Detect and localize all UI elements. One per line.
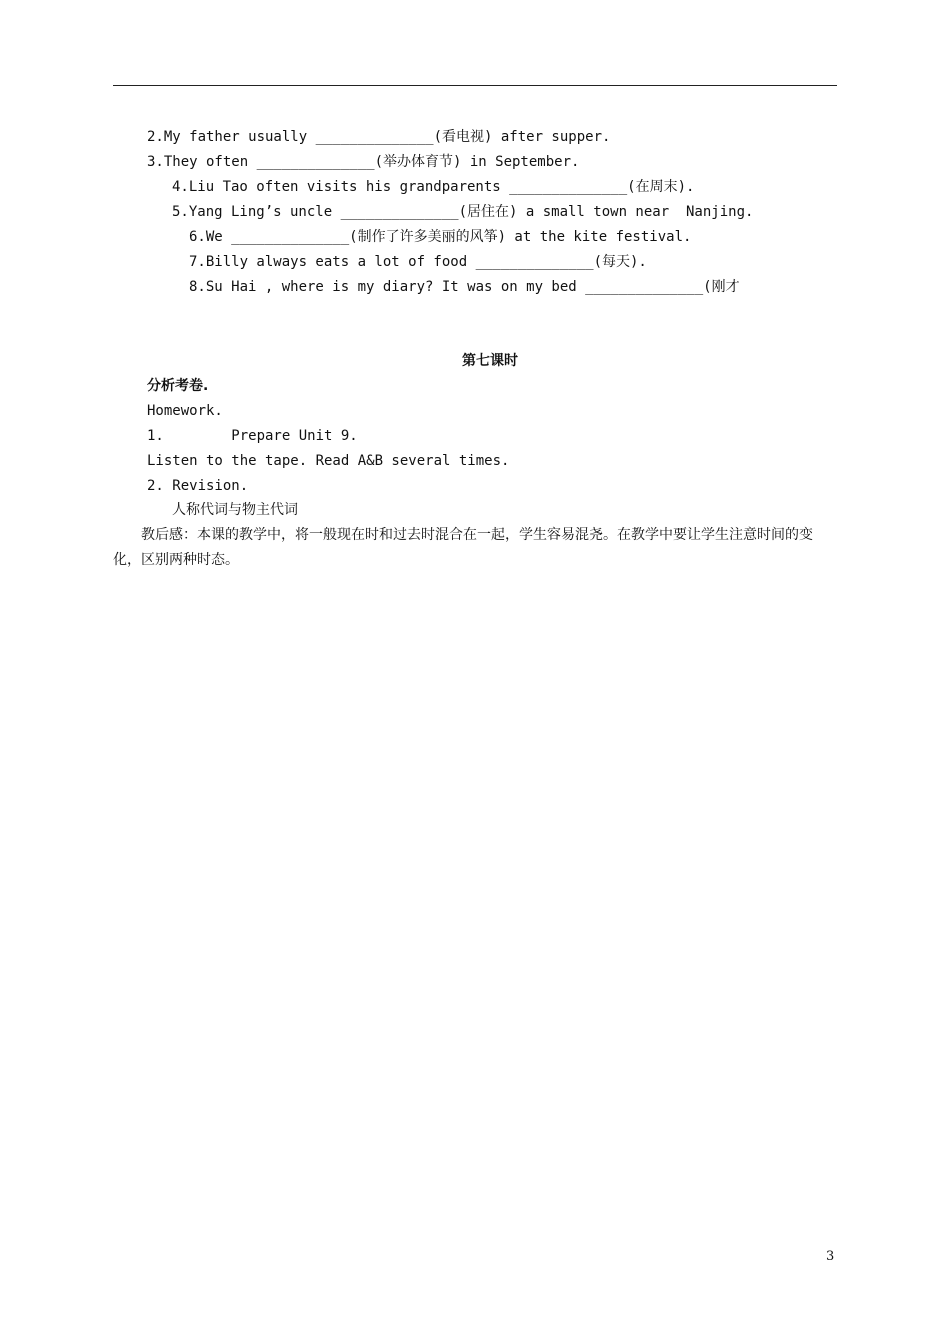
exercise-3: 3.They often ______________(举办体育节) in September. xyxy=(147,154,580,170)
lesson-title: 第七课时 xyxy=(462,353,518,369)
homework-item-1: 1. Prepare Unit 9. xyxy=(147,428,358,444)
exercise-2: 2.My father usually ______________(看电视) after supper. xyxy=(147,129,611,145)
homework-item-1-detail: Listen to the tape. Read A&B several times. xyxy=(147,453,510,469)
header-rule xyxy=(113,85,837,86)
section-heading: 分析考卷. xyxy=(147,378,209,394)
homework-item-2-detail: 人称代词与物主代词 xyxy=(172,502,298,518)
exercise-6: 6.We ______________(制作了许多美丽的风筝) at the kite festival. xyxy=(189,229,692,245)
page-number: 3 xyxy=(826,1249,835,1264)
exercise-5: 5.Yang Ling’s uncle ______________(居住在) a small town near Nanjing. xyxy=(172,204,754,220)
homework-item-2: 2. Revision. xyxy=(147,478,249,494)
exercise-8: 8.Su Hai , where is my diary? It was on my bed ______________(刚才 xyxy=(189,279,740,295)
teaching-reflection: 教后感：本课的教学中，将一般现在时和过去时混合在一起，学生容易混尧。在教学中要让学生注意时间的变化，区别两种时态。 xyxy=(113,527,813,568)
exercise-7: 7.Billy always eats a lot of food ______________(每天). xyxy=(189,254,647,270)
exercise-4: 4.Liu Tao often visits his grandparents ______________(在周末). xyxy=(172,179,695,195)
homework-label: Homework. xyxy=(147,403,223,419)
